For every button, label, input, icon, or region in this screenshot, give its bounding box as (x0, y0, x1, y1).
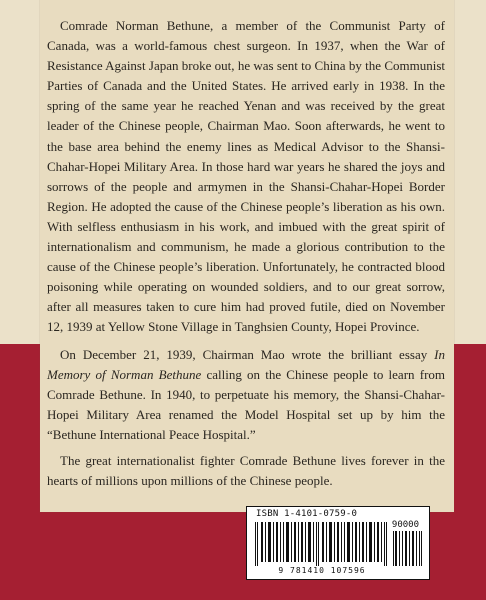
essay-title: In Memory of Norman Bethune (47, 346, 445, 382)
isbn-label: ISBN 1-4101-0759-0 (256, 509, 358, 519)
isbn-barcode-box (246, 506, 430, 580)
paragraph-2 (47, 345, 445, 445)
paragraph-1: Comrade Norman Bethune, a member of the Communist Party of Canada, was a world-famous chest surgeon. In 1937, when the War of Resistance Against Japan broke out, he was sent to China by the Communist Parties of Canada and the United States. He arrived early in 1938. In the spring of the same year he reached Yenan and was received by the great leader of the Chinese people, Chairman Mao. Soon afterwards, he went to the base area behind the enemy lines as Medical Advisor to the Shansi-Chahar-Hopei Military Area. In those hard war years he shared the joys and sorrows of the people and armymen in the Shansi-Chahar-Hopei Border Region. He adopted the cause of the Chinese people’s liberation as his own. With selfless enthusiasm in his work, and imbued with the great spirit of internationalism and communism, he made a glorious contribution to the cause of the Chinese people’s liberation. Unfortunately, he contracted blood poisoning while operating on wounded soldiers, and to our great sorrow, after all measures taken to cure him had proved futile, died on November 12, 1939 at Yellow Stone Village in Tanghsien County, Hopei Province. (47, 18, 445, 335)
paragraph-2-after-title: calling on the Chinese people to learn from Comrade Bethune. In 1940, to perpetuate his memory, the Shansi-Chahar-Hopei Military Area renamed the Model Hospital set up by him the “Bethune International Peace Hospital.” (47, 366, 446, 442)
price-code: 90000 (391, 520, 419, 530)
ean-number: 9 781410 107596 (278, 566, 366, 575)
price-barcode-icon (393, 531, 423, 566)
paragraph-2-before-title: On December 21, 1939, Chairman Mao wrote the brilliant essay (60, 346, 435, 362)
barcode-icon (255, 522, 389, 566)
back-cover-text (47, 16, 445, 497)
paragraph-3: The great internationalist fighter Comrade Bethune lives forever in the hearts of millions upon millions of the Chinese people. (47, 452, 445, 489)
